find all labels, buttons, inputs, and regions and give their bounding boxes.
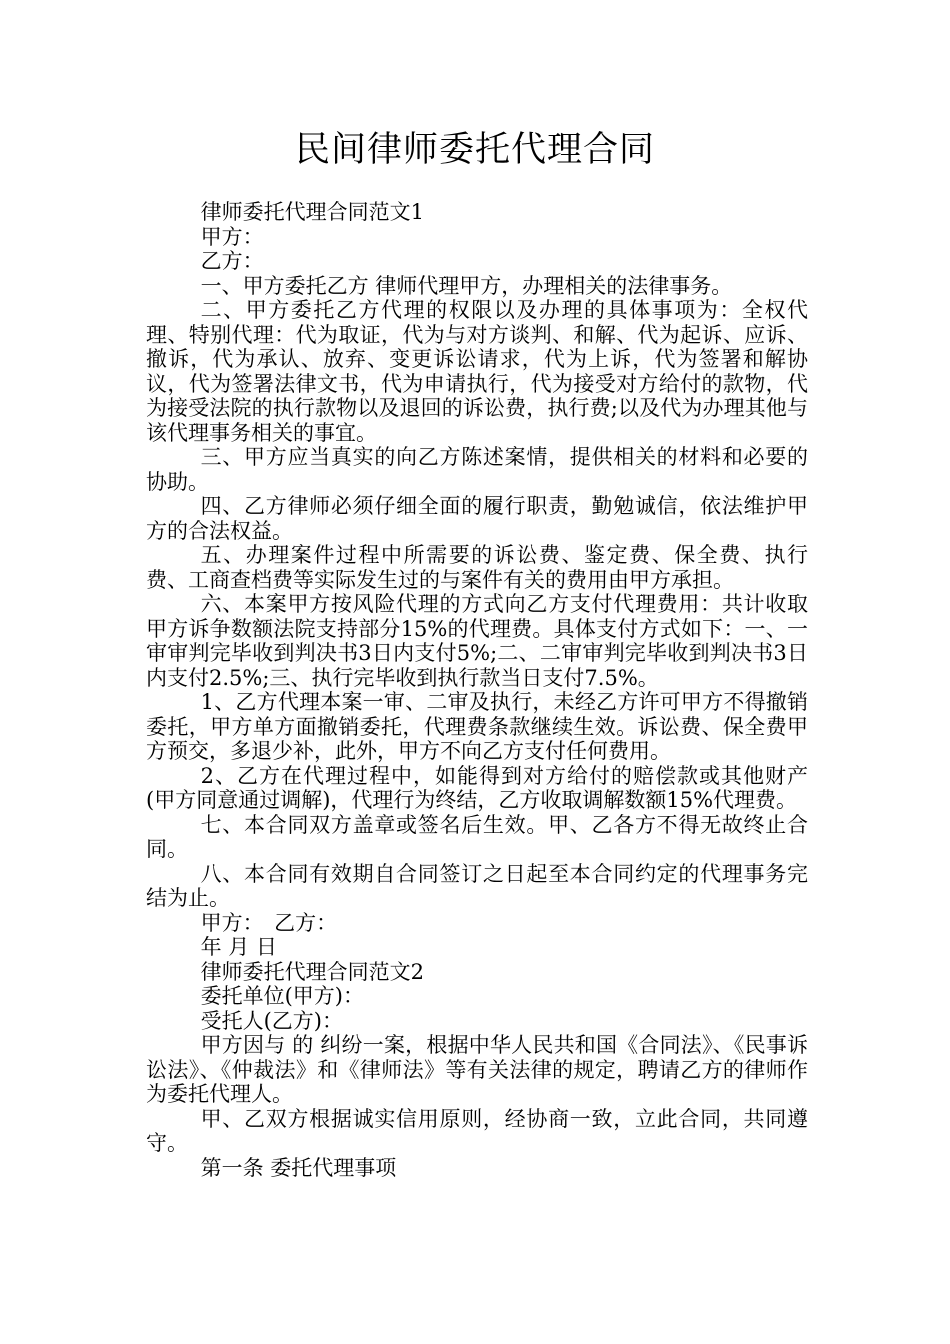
document-body [146, 200, 808, 1180]
document-title: 民间律师委托代理合同 [294, 130, 655, 170]
paragraph-sample2-preamble: 甲方因与 的 纠纷一案，根据中华人民共和国《合同法》、《民事诉讼法》、《仲裁法》和《律师法》等有关法律的规定，聘请乙方的律师作为委托代理人。 [146, 1033, 808, 1106]
paragraph-clause-5: 五、办理案件过程中所需要的诉讼费、鉴定费、保全费、执行费、工商查档费等实际发生过的与案件有关的费用由甲方承担。 [146, 543, 808, 592]
paragraph-client-unit: 委托单位(甲方)： [200, 984, 364, 1008]
paragraph-signature-parties: 甲方： 乙方： [200, 910, 338, 935]
paragraph-signature-date: 年 月 日 [200, 935, 277, 959]
paragraph-sample2-agreement: 甲、乙双方根据诚实信用原则，经协商一致，立此合同，共同遵守。 [146, 1106, 808, 1155]
paragraph-clause-6-item-2: 2、乙方在代理过程中，如能得到对方给付的赔偿款或其他财产(甲方同意通过调解)，代理行为终结，乙方收取调解数额15%代理费。 [146, 763, 808, 812]
paragraph-clause-4: 四、乙方律师必须仔细全面的履行职责，勤勉诚信，依法维护甲方的合法权益。 [146, 494, 808, 543]
paragraph-clause-1: 一、甲方委托乙方 律师代理甲方，办理相关的法律事务。 [200, 273, 733, 298]
paragraph-party-a: 甲方： [200, 224, 264, 249]
paragraph-trustee: 受托人(乙方)： [200, 1008, 343, 1033]
paragraph-clause-2: 二、甲方委托乙方代理的权限以及办理的具体事项为：全权代理、特别代理：代为取证，代为与对方谈判、和解、代为起诉、应诉、撤诉，代为承认、放弃、变更诉讼请求，代为上诉，代为签署和解协议，代为签署法律文书，代为申请执行，代为接受对方给付的款物，代为接受法院的执行款物以及退回的诉讼费，执行费;以及代为办理其他与该代理事务相关的事宜。 [146, 298, 808, 445]
paragraph-clause-3: 三、甲方应当真实的向乙方陈述案情，提供相关的材料和必要的协助。 [146, 445, 808, 494]
paragraph-article-1-heading: 第一条 委托代理事项 [200, 1155, 397, 1180]
paragraph-sample2-heading: 律师委托代理合同范文2 [200, 959, 424, 984]
paragraph-clause-6-item-1: 1、乙方代理本案一审、二审及执行，未经乙方许可甲方不得撤销委托，甲方单方面撤销委托，代理费条款继续生效。诉讼费、保全费甲方预交，多退少补，此外，甲方不向乙方支付任何费用。 [146, 690, 808, 763]
paragraph-clause-6: 六、本案甲方按风险代理的方式向乙方支付代理费用：共计收取甲方诉争数额法院支持部分15%的代理费。具体支付方式如下：一、一审审判完毕收到判决书3日内支付5%;二、二审审判完毕收到判决书3日内支付2.5%;三、执行完毕收到执行款当日支付7.5%。 [146, 592, 808, 690]
paragraph-sample1-heading: 律师委托代理合同范文1 [200, 200, 424, 224]
paragraph-party-b: 乙方： [200, 249, 264, 273]
paragraph-clause-7: 七、本合同双方盖章或签名后生效。甲、乙各方不得无故终止合同。 [146, 812, 808, 861]
paragraph-clause-8: 八、本合同有效期自合同签订之日起至本合同约定的代理事务完结为止。 [146, 861, 808, 910]
